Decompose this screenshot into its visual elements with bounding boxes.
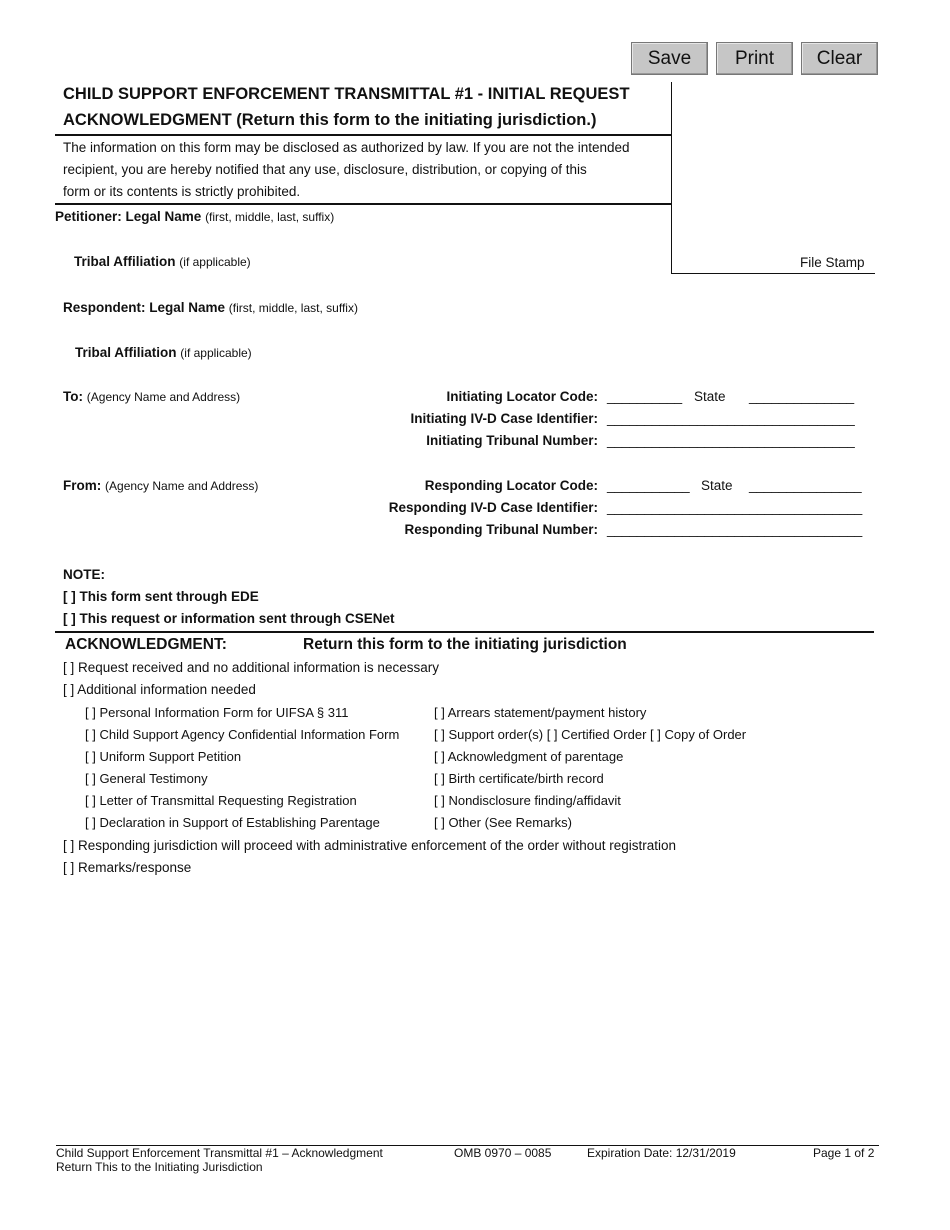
notice-line-3: form or its contents is strictly prohibited. [63,184,301,199]
respondent-tribal-label [75,345,252,360]
petitioner-tribal-hint: (if applicable) [179,255,251,269]
from-hint: (Agency Name and Address) [105,479,259,493]
from-label-group [63,478,258,493]
remarks-response-area[interactable] [63,882,873,1122]
file-stamp-area[interactable] [678,90,870,270]
administrative-enforcement-checkbox[interactable]: [ ] Responding jurisdiction will proceed with administrative enforcement of the order without registration [63,838,677,853]
initiating-locator-code-label: Initiating Locator Code: [446,389,598,404]
additional-info-checkbox[interactable]: [ ] Additional information needed [63,682,256,697]
file-stamp-label: File Stamp [800,255,865,270]
uniform-support-petition-checkbox[interactable]: [ ] Uniform Support Petition [85,749,242,764]
responding-case-id-field[interactable]: __________________________________ [607,500,863,515]
responding-case-id-label: Responding IV-D Case Identifier: [388,500,598,515]
initiating-case-id-field[interactable]: _________________________________ [607,411,855,426]
responding-state-label: State [701,478,733,493]
responding-tribunal-number-label: Responding Tribunal Number: [404,522,598,537]
responding-state-field[interactable]: _______________ [749,478,862,493]
file-stamp-bottom-border [671,273,875,274]
title-divider [55,134,671,136]
birth-certificate-checkbox[interactable]: [ ] Birth certificate/birth record [434,771,604,786]
ede-checkbox[interactable]: [ ] This form sent through EDE [63,589,259,604]
notice-line-1: The information on this form may be disclosed as authorized by law. If you are not the intended [63,140,630,155]
acknowledgment-divider [55,631,874,633]
initiating-case-id-label: Initiating IV-D Case Identifier: [410,411,598,426]
other-see-remarks-checkbox[interactable]: [ ] Other (See Remarks) [434,815,572,830]
acknowledgment-subheading: Return this form to the initiating jurisdiction [303,636,627,653]
footer-expiration-date: Expiration Date: 12/31/2019 [587,1146,736,1160]
letter-of-transmittal-checkbox[interactable]: [ ] Letter of Transmittal Requesting Registration [85,793,357,808]
form-title-line-2: ACKNOWLEDGMENT (Return this form to the initiating jurisdiction.) [63,111,597,129]
acknowledgment-of-parentage-checkbox[interactable]: [ ] Acknowledgment of parentage [434,749,624,764]
to-hint: (Agency Name and Address) [86,390,241,404]
responding-tribunal-number-field[interactable]: __________________________________ [607,522,863,537]
nondisclosure-finding-checkbox[interactable]: [ ] Nondisclosure finding/affidavit [434,793,621,808]
responding-locator-code-field[interactable]: ___________ [607,478,690,493]
initiating-tribunal-number-field[interactable]: _________________________________ [607,433,855,448]
csenet-checkbox[interactable]: [ ] This request or information sent through CSENet [63,611,395,626]
footer-page-number: Page 1 of 2 [813,1146,875,1160]
remarks-response-checkbox[interactable]: [ ] Remarks/response [63,860,192,875]
to-label-group [63,389,240,404]
from-label: From: [63,478,102,493]
respondent-legal-name-label [63,300,358,315]
clear-button[interactable]: Clear [801,42,878,75]
notice-line-2: recipient, you are hereby notified that any use, disclosure, distribution, or copying of this [63,162,587,177]
support-orders-checkbox[interactable]: [ ] Support order(s) [ ] Certified Order [ ] Copy of Order [434,727,747,742]
footer-return-note: Return This to the Initiating Jurisdiction [56,1160,263,1174]
confidential-information-form-checkbox[interactable]: [ ] Child Support Agency Confidential Information Form [85,727,400,742]
petitioner-legal-name-label [55,209,334,224]
responding-locator-code-label: Responding Locator Code: [424,478,598,493]
footer-omb-number: OMB 0970 – 0085 [454,1146,552,1160]
respondent-label: Respondent: Legal Name [63,300,226,315]
note-label: NOTE: [63,567,105,582]
arrears-statement-checkbox[interactable]: [ ] Arrears statement/payment history [434,705,647,720]
footer-form-name: Child Support Enforcement Transmittal #1 – Acknowledgment [56,1146,383,1160]
acknowledgment-heading: ACKNOWLEDGMENT: [65,636,227,653]
respondent-tribal-hint: (if applicable) [180,346,252,360]
initiating-tribunal-number-label: Initiating Tribunal Number: [426,433,598,448]
form-title-line-1: CHILD SUPPORT ENFORCEMENT TRANSMITTAL #1 - INITIAL REQUEST [63,85,630,103]
petitioner-label: Petitioner: Legal Name [55,209,202,224]
respondent-tribal-title: Tribal Affiliation [75,345,177,360]
request-received-checkbox[interactable]: [ ] Request received and no additional information is necessary [63,660,439,675]
to-label: To: [63,389,83,404]
notice-divider [55,203,671,205]
petitioner-hint: (first, middle, last, suffix) [205,210,335,224]
petitioner-tribal-label [74,254,251,269]
initiating-state-label: State [694,389,726,404]
petitioner-tribal-title: Tribal Affiliation [74,254,176,269]
declaration-parentage-checkbox[interactable]: [ ] Declaration in Support of Establishing Parentage [85,815,380,830]
initiating-state-field[interactable]: ______________ [749,389,855,404]
initiating-locator-code-field[interactable]: __________ [607,389,683,404]
respondent-hint: (first, middle, last, suffix) [228,301,358,315]
file-stamp-left-border [671,82,672,274]
print-button[interactable]: Print [716,42,793,75]
general-testimony-checkbox[interactable]: [ ] General Testimony [85,771,208,786]
personal-information-form-checkbox[interactable]: [ ] Personal Information Form for UIFSA § 311 [85,705,349,720]
save-button[interactable]: Save [631,42,708,75]
